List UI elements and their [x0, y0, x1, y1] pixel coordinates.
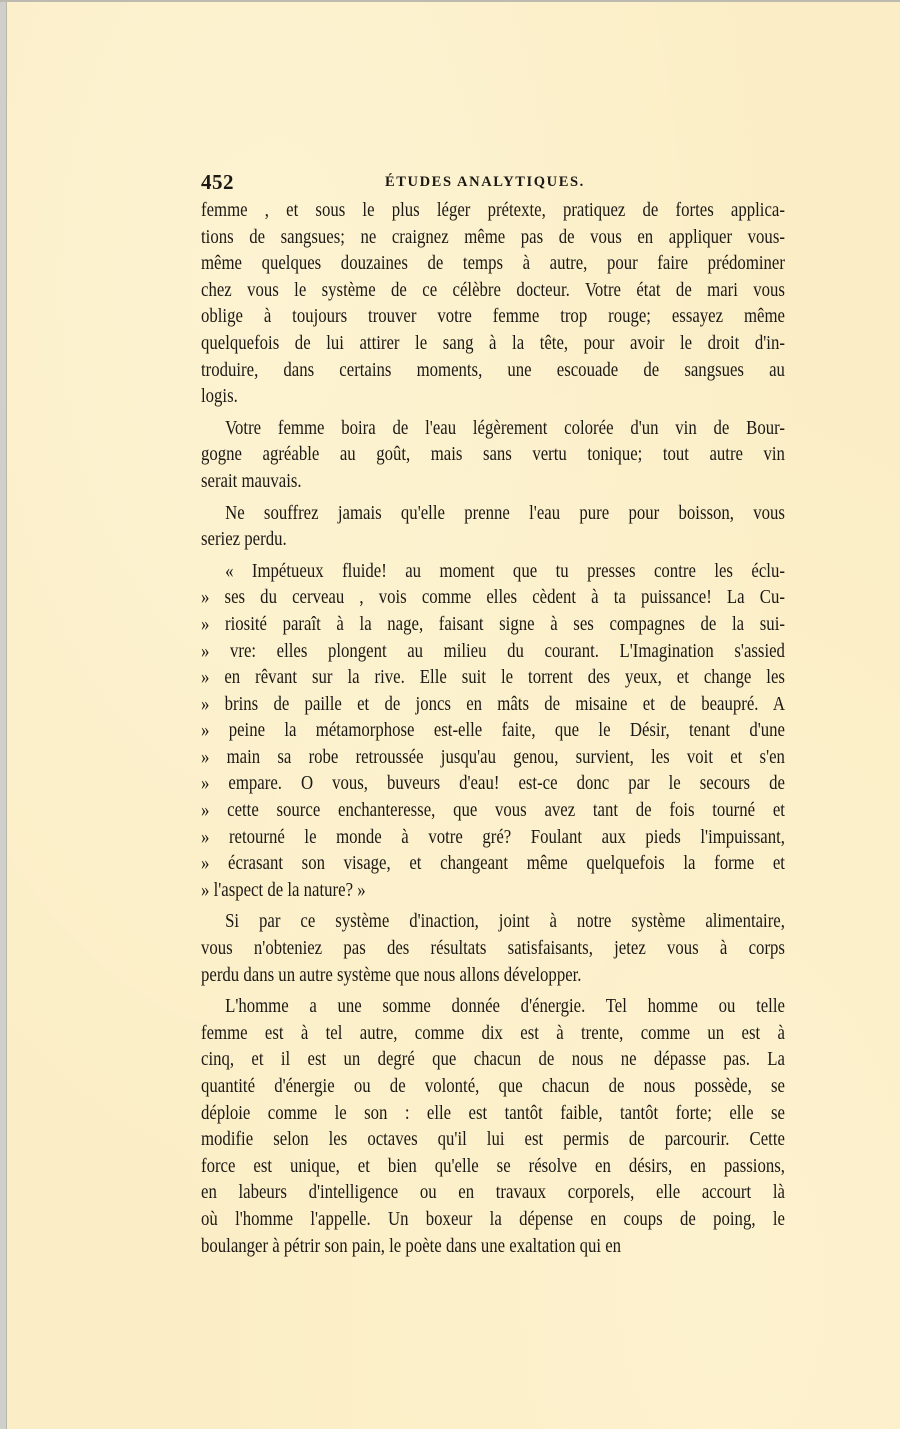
running-title: ÉTUDES ANALYTIQUES. [385, 174, 585, 190]
text-line: en labeurs d'intelligence ou en travaux corporels, elle accourt là [201, 1182, 785, 1204]
text-line: modifie selon les octaves qu'il lui est permis de parcourir. Cette [201, 1129, 785, 1151]
text-line: femme est à tel autre, comme dix est à trente, comme un est à [201, 1022, 785, 1044]
text-line: serait mauvais. [201, 470, 302, 492]
text-line: » en rêvant sur la rive. Elle suit le torrent des yeux, et change les [201, 667, 785, 689]
text-line: » empare. O vous, buveurs d'eau! est-ce donc par le secours de [201, 773, 785, 795]
text-line: cinq, et il est un degré que chacun de nous ne dépasse pas. La [201, 1049, 785, 1071]
text-line: » brins de paille et de joncs en mâts de misaine et de beaupré. A [201, 693, 785, 715]
body-text [201, 198, 785, 1260]
paragraph [201, 198, 785, 411]
text-line: L'homme a une somme donnée d'énergie. Tel homme ou telle [225, 996, 785, 1018]
text-line: boulanger à pétrir son pain, le poète dans une exaltation qui en [201, 1235, 622, 1257]
text-line: Votre femme boira de l'eau légèrement colorée d'un vin de Bour- [225, 417, 785, 439]
text-line: » ses du cerveau , vois comme elles cèdent à ta puissance! La Cu- [201, 587, 785, 609]
text-line: « Impétueux fluide! au moment que tu presses contre les éclu- [225, 560, 785, 582]
text-line: quantité d'énergie ou de volonté, que chacun de nous possède, se [201, 1076, 785, 1097]
paragraph [201, 416, 785, 496]
text-line: gogne agréable au goût, mais sans vertu tonique; tout autre vin [201, 444, 785, 466]
text-line: vous n'obteniez pas des résultats satisfaisants, jetez vous à corps [201, 938, 785, 960]
page-number: 452 [201, 170, 234, 194]
text-line: déploie comme le son : elle est tantôt faible, tantôt forte; elle se [201, 1102, 785, 1124]
text-line: même quelques douzaines de temps à autre, pour faire prédominer [201, 253, 785, 275]
text-line: oblige à toujours trouver votre femme trop rouge; essayez même [201, 306, 785, 328]
text-line: » vre: elles plongent au milieu du courant. L'Imagination s'assied [201, 640, 785, 662]
paragraph [201, 909, 785, 989]
text-line: logis. [201, 386, 238, 408]
text-line: Si par ce système d'inaction, joint à notre système alimentaire, [225, 911, 785, 933]
text-line: Ne souffrez jamais qu'elle prenne l'eau pure pour boisson, vous [225, 502, 785, 524]
text-line: » riosité paraît à la nage, faisant signe à ses compagnes de la sui- [201, 613, 785, 635]
text-line: » peine la métamorphose est-elle faite, que le Désir, tenant d'une [201, 720, 785, 742]
text-line: » main sa robe retroussée jusqu'au genou, survient, les voit et s'en [201, 746, 785, 768]
paragraph [201, 501, 785, 554]
text-line: femme , et sous le plus léger prétexte, pratiquez de fortes applica- [201, 200, 785, 221]
text-line: » l'aspect de la nature? » [201, 879, 366, 901]
paragraph [201, 994, 785, 1260]
scan-left-edge [0, 0, 7, 1429]
text-line: où l'homme l'appelle. Un boxeur la dépense en coups de poing, le [201, 1208, 785, 1230]
text-line: » cette source enchanteresse, que vous avez tant de fois tourné et [201, 800, 785, 822]
text-line: chez vous le système de ce célèbre docteur. Votre état de mari vous [201, 279, 785, 301]
text-line: » écrasant son visage, et changeant même quelquefois la forme et [201, 853, 785, 875]
text-line: troduire, dans certains moments, une escouade de sangsues au [201, 359, 785, 381]
text-line: seriez perdu. [201, 529, 287, 551]
running-head [201, 168, 785, 194]
text-line: quelquefois de lui attirer le sang à la tête, pour avoir le droit d'in- [201, 332, 785, 354]
text-line: » retourné le monde à votre gré? Foulant aux pieds l'impuissant, [201, 826, 785, 848]
text-line: tions de sangsues; ne craignez même pas de vous en appliquer vous- [201, 226, 785, 248]
text-line: force est unique, et bien qu'elle se résolve en désirs, en passions, [201, 1155, 785, 1177]
quotation-paragraph [201, 559, 785, 905]
text-line: perdu dans un autre système que nous allons développer. [201, 964, 582, 986]
